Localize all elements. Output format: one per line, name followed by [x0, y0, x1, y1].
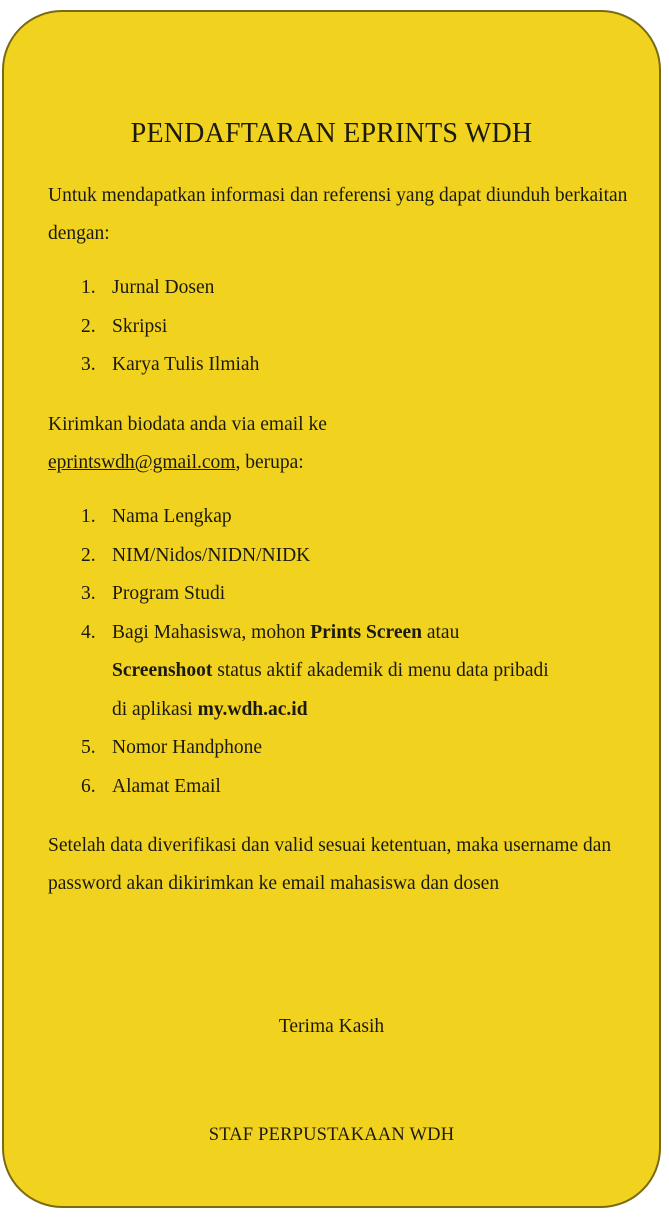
content-category-list: [4, 269, 552, 385]
list-item-text: Skripsi: [112, 315, 168, 337]
registration-notice-card: [2, 10, 661, 1208]
send-prefix-text: Kirimkan biodata anda via email ke: [48, 414, 327, 435]
list-item-text: Nomor Handphone: [112, 737, 263, 758]
list-item: [4, 498, 552, 537]
list-item-text: Karya Tulis Ilmiah: [112, 354, 260, 375]
list-item: [4, 537, 552, 576]
closing-paragraph: Setelah data diverifikasi dan valid sesuai ketentuan, maka username dan password akan dikirimkan ke email mahasiswa dan dosen: [48, 835, 612, 894]
list-item-text-part: Bagi Mahasiswa, mohon: [112, 621, 311, 643]
list-item: [4, 614, 552, 730]
app-url-text: my.wdh.ac.id: [197, 698, 308, 720]
list-item: [4, 308, 552, 347]
list-item: [4, 768, 552, 807]
send-instructions: [48, 406, 628, 482]
email-link[interactable]: eprintswdh@gmail.com: [48, 452, 236, 473]
list-item-text: Nama Lengkap: [112, 506, 232, 527]
list-item: [4, 346, 552, 385]
list-item-text: Program Studi: [112, 583, 226, 604]
intro-paragraph: Untuk mendapatkan informasi dan referensi yang dapat diunduh berkaitan dengan:: [48, 185, 628, 244]
list-number: 4.: [81, 621, 96, 643]
requirements-list: [4, 498, 552, 806]
list-number: 6.: [81, 775, 96, 797]
list-item-bold-text: Screenshoot: [112, 660, 213, 681]
list-number: 2.: [81, 315, 96, 337]
list-number: 5.: [81, 737, 96, 758]
list-item-text-part: status aktif akademik di menu data pribadi di aplikasi: [112, 660, 549, 720]
notice-title: PENDAFTARAN EPRINTS WDH: [130, 118, 533, 149]
list-item-bold-text: Prints Screen: [310, 621, 422, 643]
list-number: 3.: [81, 583, 96, 604]
list-item: [4, 269, 552, 308]
signature-text: STAF PERPUSTAKAAN WDH: [208, 1125, 455, 1145]
list-item-text: Alamat Email: [112, 775, 221, 797]
list-number: 1.: [81, 277, 96, 298]
list-item: [4, 729, 552, 768]
send-suffix-text: , berupa:: [235, 452, 304, 473]
list-item: [4, 575, 552, 614]
list-item-text: NIM/Nidos/NIDN/NIDK: [112, 544, 311, 566]
list-item-text-part: atau: [421, 621, 460, 643]
list-number: 1.: [81, 506, 96, 527]
list-number: 3.: [81, 354, 96, 375]
list-number: 2.: [81, 544, 96, 566]
thanks-text: Terima Kasih: [278, 1016, 385, 1037]
list-item-text: Jurnal Dosen: [112, 277, 215, 298]
